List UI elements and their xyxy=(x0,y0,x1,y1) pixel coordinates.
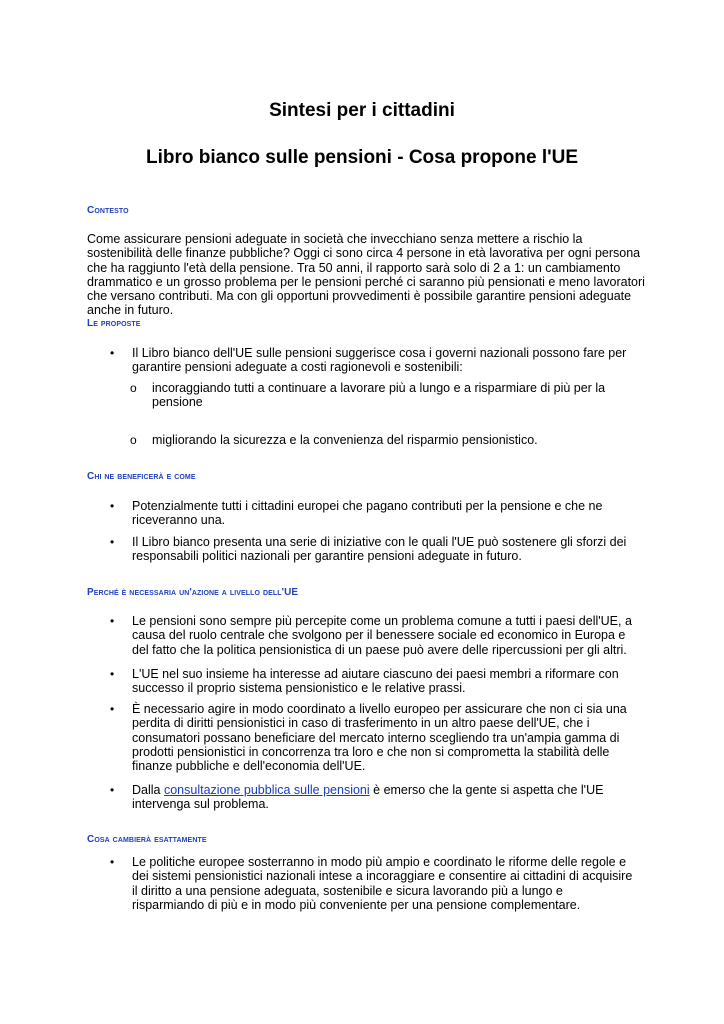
bullet-marker: • xyxy=(110,535,115,549)
list-item: migliorando la sicurezza e la convenienza del risparmio pensionistico. xyxy=(152,433,538,447)
list-item: incoraggiando tutti a continuare a lavorare più a lungo e a risparmiare di più per la pensione xyxy=(152,381,606,410)
list-item: Le politiche europee sosterranno in modo più ampio e coordinato le riforme delle regole e dei sistemi pensionistici nazionali intese a incoraggiare e consentire ai cittadini di acquisire il diritto a una pensione adeguata, sostenibile e sicura lavorando più a lungo e risparmiando di più e in modo più conveniente per una pensione complementare. xyxy=(132,855,633,912)
list-item: Potenzialmente tutti i cittadini europei che pagano contributi per la pensione e che ne riceveranno una. xyxy=(132,499,603,528)
bullet-marker: • xyxy=(110,346,115,360)
list-item: Il Libro bianco presenta una serie di iniziative con le quali l'UE può sostenere gli sforzi dei responsabili politici nazionali per garantire pensioni adeguate in futuro. xyxy=(132,535,627,564)
list-item: Le pensioni sono sempre più percepite come un problema comune a tutti i paesi dell'UE, a causa del ruolo centrale che svolgono per il benessere sociale ed economico in Europa e del fatto che la politica pensionistica di un paese può avere delle ripercussioni per gli altri. xyxy=(132,614,632,657)
list-item xyxy=(132,783,637,812)
bullet-marker: • xyxy=(110,855,115,869)
bullet-marker: • xyxy=(110,783,115,797)
bullet-marker: • xyxy=(110,667,115,681)
heading-contesto: Contesto xyxy=(87,205,129,216)
heading-beneficera: Chi ne beneficerà e come xyxy=(87,471,196,482)
sub-bullet-marker: o xyxy=(130,433,137,447)
bullet-marker: • xyxy=(110,614,115,628)
heading-cambiera: Cosa cambierà esattamente xyxy=(87,834,207,845)
sub-bullet-marker: o xyxy=(130,381,137,395)
list-item: L'UE nel suo insieme ha interesse ad aiutare ciascuno dei paesi membri a riformare con successo il proprio sistema pensionistico e le relative prassi. xyxy=(132,667,619,696)
page-title: Sintesi per i cittadini xyxy=(269,100,455,121)
list-item: Il Libro bianco dell'UE sulle pensioni suggerisce cosa i governi nazionali possono fare per garantire pensioni adeguate a costi ragionevoli e sostenibili: xyxy=(132,346,627,375)
list-item-text: Dalla xyxy=(132,783,164,797)
list-item-text: è emerso che la gente si aspetta che l'UE intervenga sul problema. xyxy=(132,783,604,812)
heading-perche: Perché è necessaria un'azione a livello dell'UE xyxy=(87,587,299,598)
paragraph-contesto: Come assicurare pensioni adeguate in società che invecchiano senza mettere a rischio la sostenibilità delle finanze pubbliche? Oggi ci sono circa 4 persone in età lavorativa per ogni persona che ha raggiunto l'età della pensione. Tra 50 anni, il rapporto sarà solo di 2 a 1: un cambiamento drammatico e un grosso problema per le pensioni perché ci saranno più pensionati e meno lavoratori che versano contributi. Ma con gli opportuni provvedimenti è possibile garantire pensioni adeguate anche in futuro. xyxy=(87,232,645,318)
heading-proposte: Le proposte xyxy=(87,318,141,329)
list-item: È necessario agire in modo coordinato a livello europeo per assicurare che non ci sia una perdita di diritti pensionistici in caso di trasferimento in un altro paese dell'UE, che i consumatori possano beneficiare del mercato interno scegliendo tra un'ampia gamma di prodotti pensionistici in concorrenza tra loro e che non si comprometta la stabilità delle finanze pubbliche e dell'economia dell'UE. xyxy=(132,702,627,774)
consultation-link[interactable]: consultazione pubblica sulle pensioni xyxy=(163,783,370,797)
page-subtitle: Libro bianco sulle pensioni - Cosa propone l'UE xyxy=(145,147,579,168)
bullet-marker: • xyxy=(110,702,115,716)
bullet-marker: • xyxy=(110,499,115,513)
